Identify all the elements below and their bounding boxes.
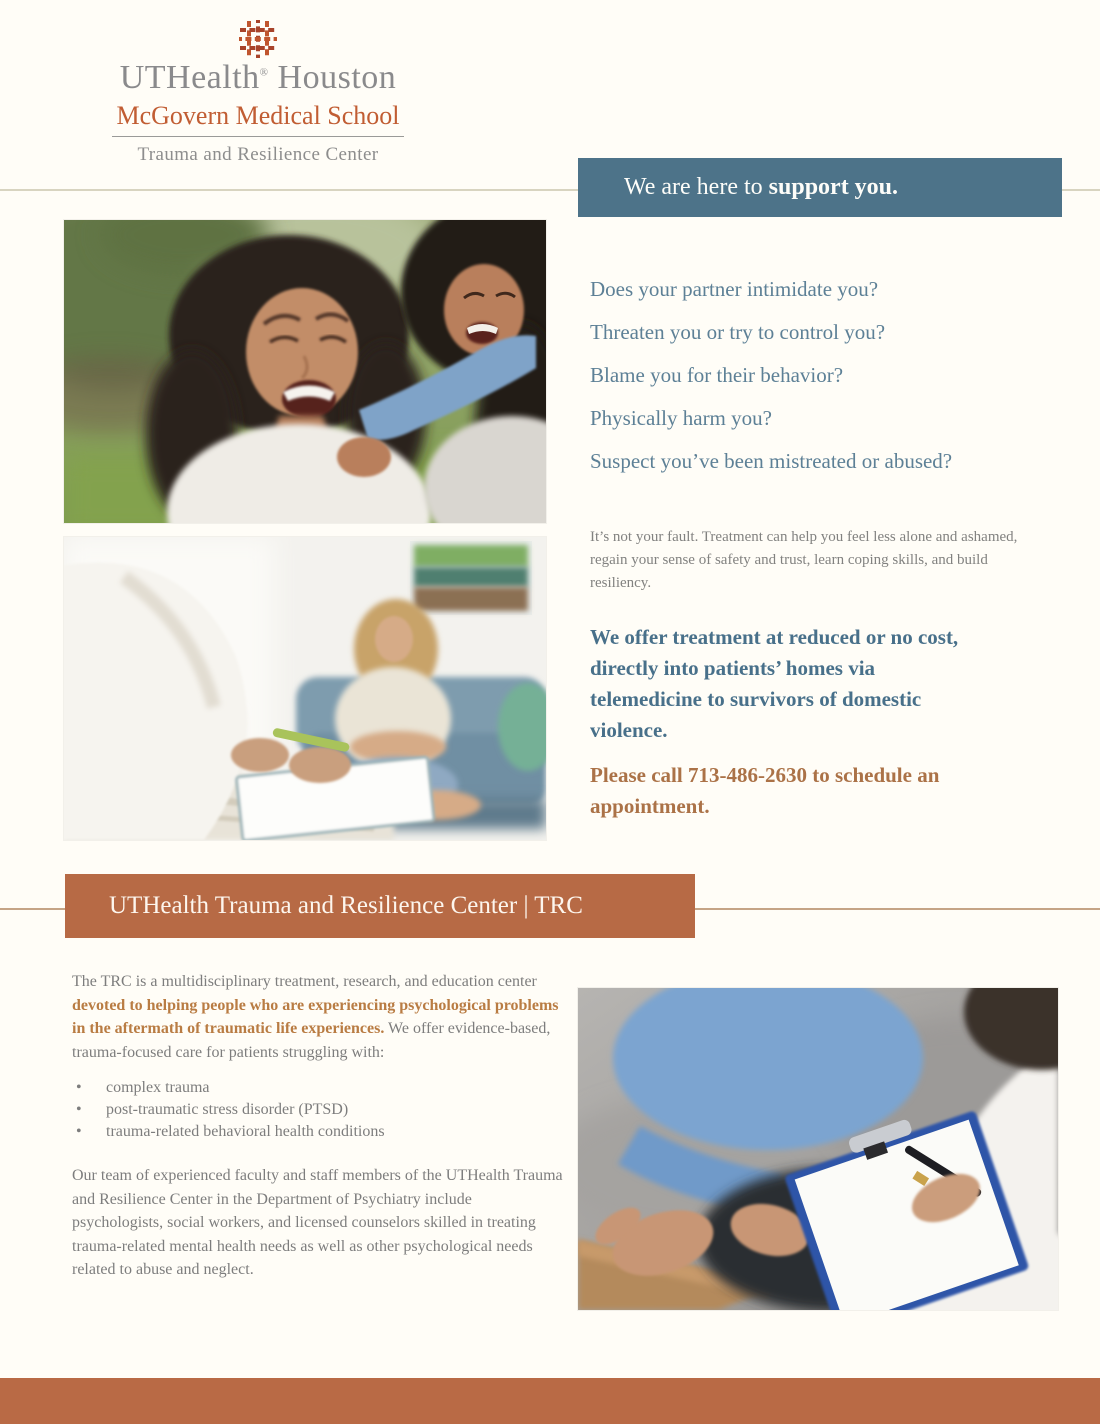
logo-school-name: McGovern Medical School bbox=[116, 100, 400, 130]
logo-wordmark: UTHealth® Houston bbox=[119, 59, 397, 96]
screening-questions bbox=[590, 268, 1065, 483]
question-item: Does your partner intimidate you? bbox=[590, 277, 879, 301]
call-to-action: Please call 713-486-2630 to schedule an appointment. bbox=[590, 763, 940, 818]
support-banner-text-bold: support you. bbox=[768, 174, 899, 200]
header-logo bbox=[60, 20, 456, 166]
trc-team-paragraph: Our team of experienced faculty and staff members of the UTHealth Trauma and Resilience Center in the Department of Psychiatry include psychologists, social workers, and licensed counselors skilled in treating trauma-related mental health needs as well as other psychological needs related to abuse and neglect. bbox=[72, 1167, 563, 1278]
question-item: Blame you for their behavior? bbox=[590, 363, 844, 387]
question-item: Suspect you’ve been mistreated or abused? bbox=[590, 449, 953, 473]
bullet-marker: • bbox=[76, 1079, 82, 1096]
trc-intro-highlight: devoted to helping people who are experiencing psychological problems in the aftermath of traumatic life experiences. bbox=[72, 996, 559, 1037]
photo-mother-daughter bbox=[64, 220, 546, 523]
trc-intro-paragraph: The TRC is a multidisciplinary treatment, research, and education center devoted to helping people who are experiencing psychological problems in the aftermath of traumatic life experiences. We offer evidence-based, trauma-focused care for patients struggling with: bbox=[72, 973, 559, 1061]
trc-description bbox=[72, 970, 564, 1282]
support-banner-text: We are here to bbox=[624, 174, 769, 200]
trc-banner: UTHealth Trauma and Resilience Center | TRC bbox=[65, 874, 695, 938]
registered-mark: ® bbox=[259, 66, 269, 79]
trc-conditions-list bbox=[72, 1077, 564, 1143]
list-item: • post-traumatic stress disorder (PTSD) bbox=[72, 1099, 564, 1121]
photo-therapy-session bbox=[64, 537, 546, 840]
photo-counseling-clipboard bbox=[578, 988, 1058, 1310]
logo-divider bbox=[112, 136, 404, 137]
question-item: Physically harm you? bbox=[590, 406, 772, 430]
list-item: • complex trauma bbox=[72, 1077, 564, 1099]
footer-accent-bar bbox=[0, 1378, 1100, 1424]
logo-department-name: Trauma and Resilience Center bbox=[137, 144, 379, 166]
bullet-marker: • bbox=[76, 1101, 82, 1118]
bullet-marker: • bbox=[76, 1123, 82, 1140]
question-item: Threaten you or try to control you? bbox=[590, 320, 886, 344]
support-banner bbox=[578, 158, 1062, 217]
uthealth-weave-icon bbox=[236, 20, 280, 58]
reassurance-paragraph: It’s not your fault. Treatment can help you feel less alone and ashamed, regain your sense of safety and trust, learn coping skills, and build resiliency. bbox=[590, 529, 1018, 591]
list-item: • trauma-related behavioral health conditions bbox=[72, 1121, 564, 1143]
treatment-offer-paragraph: We offer treatment at reduced or no cost, directly into patients’ homes via telemedicine to survivors of domestic violence. bbox=[590, 625, 959, 742]
